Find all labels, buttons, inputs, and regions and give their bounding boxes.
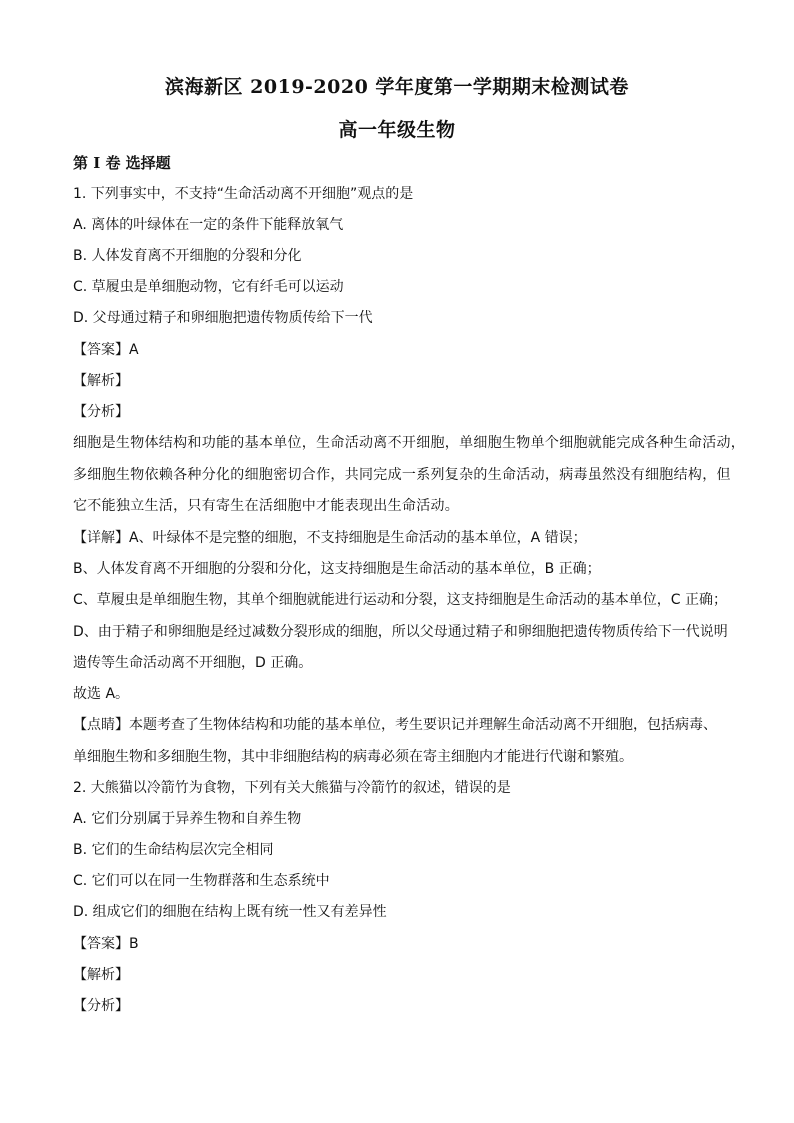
q1-detail-line-3: C、草履虫是单细胞生物，其单个细胞就能进行运动和分裂，这支持细胞是生命活动的基本单位，C 正确； [73, 592, 727, 608]
q1-detail-line-1: 【详解】A、叶绿体不是完整的细胞，不支持细胞是生命活动的基本单位，A 错误； [73, 530, 587, 546]
q1-analysis-line-2: 多细胞生物依赖各种分化的细胞密切合作，共同完成一系列复杂的生命活动，病毒虽然没有细胞结构，但 [73, 467, 731, 483]
q1-jiexi-label: 【解析】 [73, 373, 129, 389]
q2-jiexi-label: 【解析】 [73, 967, 129, 983]
section-title: 第 I 卷 选择题 [73, 154, 171, 172]
q2-stem: 2. 大熊猫以冷箭竹为食物，下列有关大熊猫与冷箭竹的叙述，错误的是 [73, 780, 511, 796]
q2-answer: 【答案】B [73, 936, 139, 952]
q2-option-d: D. 组成它们的细胞在结构上既有统一性又有差异性 [73, 904, 387, 920]
q1-detail-line-4: D、由于精子和卵细胞是经过减数分裂形成的细胞，所以父母通过精子和卵细胞把遗传物质传给下一代说明 [73, 624, 728, 640]
q1-detail-line-2: B、人体发育离不开细胞的分裂和分化，这支持细胞是生命活动的基本单位，B 正确； [73, 561, 601, 577]
q1-analysis-line-3: 它不能独立生活，只有寄生在活细胞中才能表现出生命活动。 [73, 498, 460, 514]
q1-fenxi-label: 【分析】 [73, 404, 129, 420]
exam-title: 滨海新区 2019-2020 学年度第一学期期末检测试卷 [165, 76, 629, 98]
q1-conclusion: 故选 A。 [73, 686, 130, 702]
q2-option-c: C. 它们可以在同一生物群落和生态系统中 [73, 873, 330, 889]
q1-option-c: C. 草履虫是单细胞动物，它有纤毛可以运动 [73, 279, 344, 295]
q1-comment-line-1: 【点睛】本题考查了生物体结构和功能的基本单位，考生要识记并理解生命活动离不开细胞，包括病毒、 [73, 717, 717, 733]
q2-option-a: A. 它们分别属于异养生物和自养生物 [73, 811, 302, 827]
q2-fenxi-label: 【分析】 [73, 998, 129, 1014]
q1-answer: 【答案】A [73, 342, 139, 358]
q1-option-a: A. 离体的叶绿体在一定的条件下能释放氧气 [73, 217, 344, 233]
q1-option-d: D. 父母通过精子和卵细胞把遗传物质传给下一代 [73, 310, 373, 326]
q1-detail-line-5: 遗传等生命活动离不开细胞，D 正确。 [73, 655, 313, 671]
exam-subtitle: 高一年级生物 [338, 119, 456, 141]
q1-analysis-line-1: 细胞是生物体结构和功能的基本单位，生命活动离不开细胞，单细胞生物单个细胞就能完成各种生命活动， [73, 435, 746, 451]
q1-option-b: B. 人体发育离不开细胞的分裂和分化 [73, 248, 302, 264]
q2-option-b: B. 它们的生命结构层次完全相同 [73, 842, 274, 858]
q1-comment-line-2: 单细胞生物和多细胞生物，其中非细胞结构的病毒必须在寄主细胞内才能进行代谢和繁殖。 [73, 749, 633, 765]
q1-stem: 1. 下列事实中，不支持“生命活动离不开细胞”观点的是 [73, 186, 414, 202]
